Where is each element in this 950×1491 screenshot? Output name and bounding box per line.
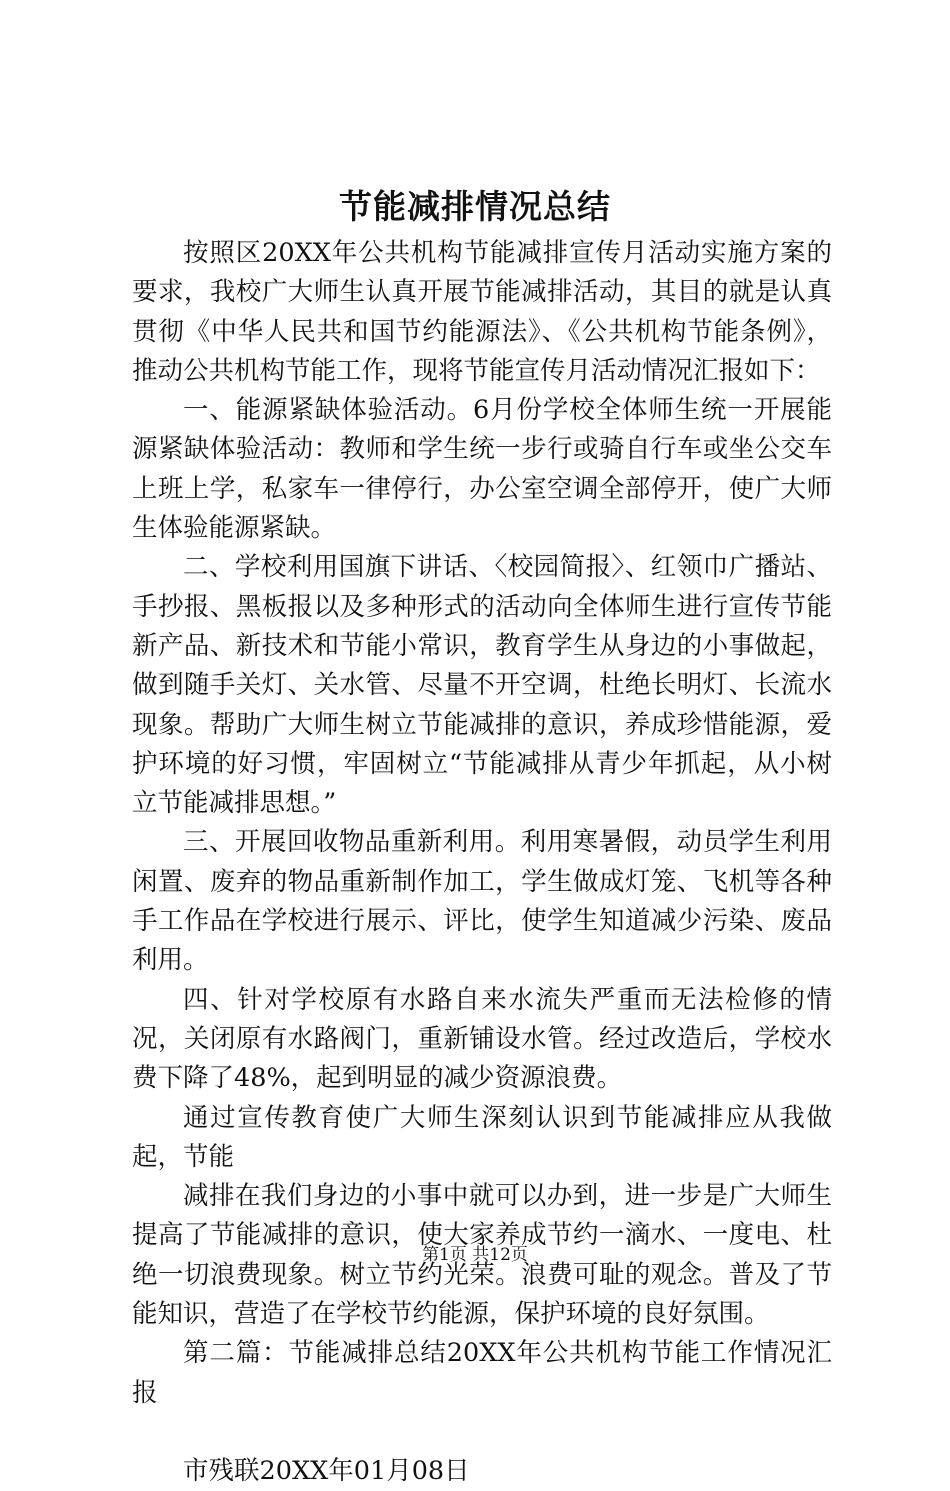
paragraph-intro: 按照区20XX年公共机构节能减排宣传月活动实施方案的要求，我校广大师生认真开展节能减排活动，其目的就是认真贯彻《中华人民共和国节约能源法》、《公共机构节能条例》，推动公共机构节能工作，现将节能宣传月活动情况汇报如下： <box>132 238 832 386</box>
paragraph-section-3: 三、开展回收物品重新利用。利用寒暑假，动员学生利用闲置、废弃的物品重新制作加工，学生做成灯笼、飞机等各种手工作品在学校进行展示、评比，使学生知道减少污染、废品利用。 <box>132 827 832 976</box>
paragraph-section-4: 四、针对学校原有水路自来水流失严重而无法检修的情况，关闭原有水路阀门，重新铺设水管。经过改造后，学校水费下降了48%，起到明显的减少资源浪费。 <box>132 984 832 1094</box>
paragraph-conclusion-start: 通过宣传教育使广大师生深刻认识到节能减排应从我做起，节能 <box>132 1102 832 1172</box>
paragraph-section-2: 二、学校利用国旗下讲话、〈校园简报〉、红领巾广播站、手抄报、黑板报以及多种形式的活动向全体师生进行宣传节能新产品、新技术和节能小常识，教育学生从身边的小事做起，做到随手关灯、关水管、尽量不开空调，杜绝长明灯、长流水现象。帮助广大师生树立节能减排的意识，养成珍惜能源，爱护环境的好习惯，牢固树立“节能减排从青少年抓起，从小树立节能减排思想。” <box>132 552 832 819</box>
paragraph-signature-date: 市残联20XX年01月08日 <box>183 1455 470 1486</box>
document-body <box>132 234 832 1491</box>
paragraph-conclusion: 减排在我们身边的小事中就可以办到，进一步是广大师生提高了节能减排的意识，使大家养成节约一滴水、一度电、杜绝一切浪费现象。树立节约光荣。浪费可耻的观念。普及了节能知识，营造了在学校节约能源，保护环境的良好氛围。 <box>132 1181 832 1330</box>
blank-line <box>132 1413 832 1452</box>
document-title: 节能减排情况总结 <box>339 187 611 226</box>
paragraph-second-article-heading: 第二篇：节能减排总结20XX年公共机构节能工作情况汇报 <box>132 1338 832 1408</box>
paragraph-section-1: 一、能源紧缺体验活动。6月份学校全体师生统一开展能源紧缺体验活动：教师和学生统一步行或骑自行车或坐公交车上班上学，私家车一律停行，办公室空调全部停开，使广大师生体验能源紧缺。 <box>132 395 832 544</box>
page-number-footer: 第1页 共12页 <box>422 1245 528 1265</box>
